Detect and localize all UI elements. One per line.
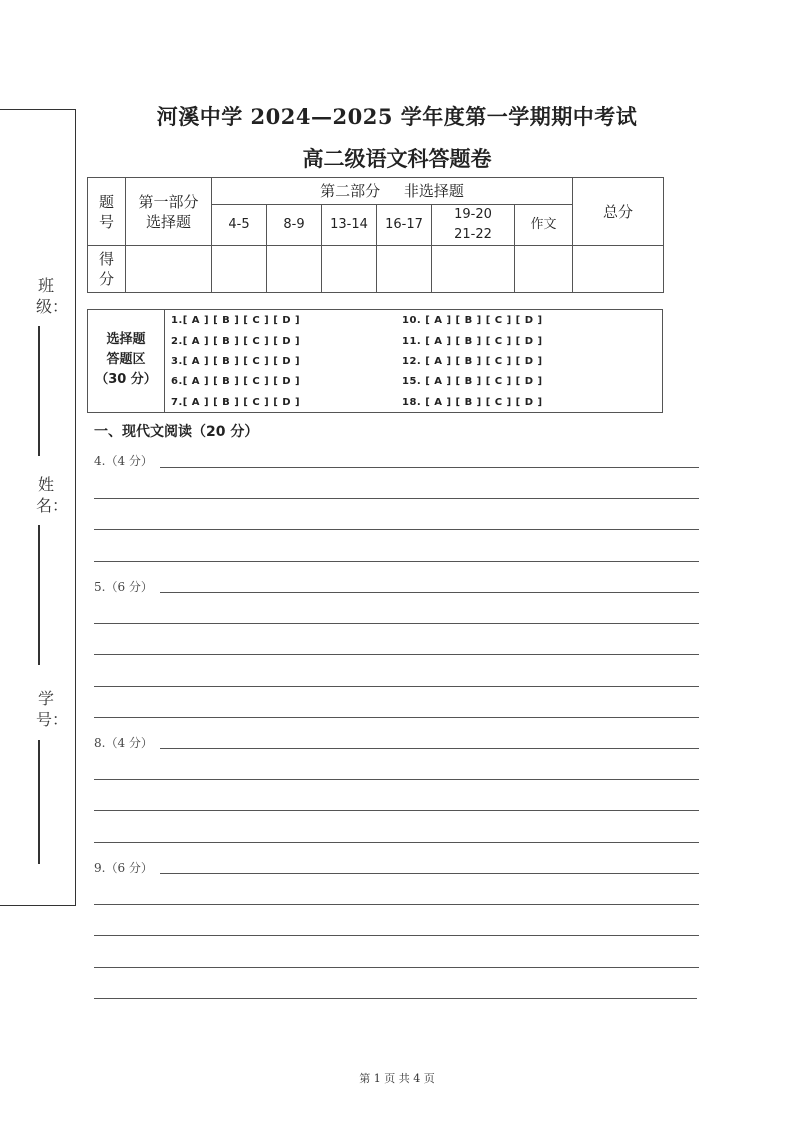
section-title: 一、现代文阅读（20 分） — [94, 424, 259, 440]
answer-line[interactable] — [94, 686, 699, 687]
score-cell-19-22[interactable] — [432, 246, 515, 293]
choice-q12[interactable]: 12. [ A ] [ B ] [ C ] [ D ] — [402, 356, 543, 367]
question-8-label: 8.（4 分） — [94, 736, 153, 750]
score-cell-13-14[interactable] — [322, 246, 377, 293]
subcol-13-14: 13-14 — [322, 205, 377, 246]
choice-title-line3: （30 分） — [95, 372, 157, 387]
score-cell-total[interactable] — [573, 246, 664, 293]
question-4-label: 4.（4 分） — [94, 454, 153, 468]
choice-divider — [164, 310, 165, 412]
student-id-label: 学号： — [36, 689, 69, 729]
name-field-line[interactable] — [38, 525, 40, 665]
choice-q15[interactable]: 15. [ A ] [ B ] [ C ] [ D ] — [402, 376, 543, 387]
class-label: 班级： — [36, 276, 69, 316]
choice-area-title — [88, 330, 164, 390]
score-cell-part1[interactable] — [126, 246, 212, 293]
answer-sheet-title: 高二级语文科答题卷 — [302, 146, 492, 171]
choice-q10[interactable]: 10. [ A ] [ B ] [ C ] [ D ] — [402, 315, 543, 326]
subcol-8-9: 8-9 — [267, 205, 322, 246]
page-footer: 第 1 页 共 4 页 — [359, 1072, 435, 1085]
choice-q7[interactable]: 7.[ A ] [ B ] [ C ] [ D ] — [171, 397, 301, 408]
answer-line[interactable] — [160, 873, 699, 874]
answer-line[interactable] — [94, 498, 699, 499]
answer-line[interactable] — [94, 561, 699, 562]
choice-q1[interactable]: 1.[ A ] [ B ] [ C ] [ D ] — [171, 315, 301, 326]
choice-title-line2: 答题区 — [106, 352, 146, 367]
answer-line[interactable] — [94, 779, 699, 780]
exam-title: 河溪中学 2024—2025 学年度第一学期期中考试 — [156, 104, 638, 129]
score-cell-8-9[interactable] — [267, 246, 322, 293]
subcol-19-22 — [432, 205, 515, 246]
question-9-label: 9.（6 分） — [94, 861, 153, 875]
answer-line[interactable] — [94, 842, 699, 843]
subcol-4-5: 4-5 — [212, 205, 267, 246]
part1-header-label: 第一部分 选择题 — [138, 192, 199, 231]
subcol-essay: 作文 — [515, 205, 573, 246]
answer-line[interactable] — [160, 592, 699, 593]
answer-line[interactable] — [94, 810, 699, 811]
answer-line[interactable] — [94, 904, 699, 905]
subcol-16-17: 16-17 — [377, 205, 432, 246]
name-label: 姓名： — [36, 475, 69, 515]
choice-title-line1: 选择题 — [106, 332, 146, 347]
choice-q18[interactable]: 18. [ A ] [ B ] [ C ] [ D ] — [402, 397, 543, 408]
answer-line[interactable] — [94, 654, 699, 655]
answer-line[interactable] — [94, 998, 697, 999]
part2-header: 第二部分 非选择题 — [212, 178, 573, 205]
answer-line[interactable] — [94, 717, 699, 718]
class-field-line[interactable] — [38, 326, 40, 456]
choice-q6[interactable]: 6.[ A ] [ B ] [ C ] [ D ] — [171, 376, 301, 387]
col-header-label: 题号 — [98, 192, 114, 231]
row-header-cell — [88, 246, 126, 293]
score-cell-16-17[interactable] — [377, 246, 432, 293]
subcol-19-20: 19-20 — [454, 207, 492, 222]
score-table — [87, 177, 664, 293]
col-header-cell — [88, 178, 126, 246]
answer-line[interactable] — [160, 748, 699, 749]
answer-line[interactable] — [94, 935, 699, 936]
answer-line[interactable] — [94, 967, 699, 968]
student-id-field-line[interactable] — [38, 740, 40, 864]
choice-q2[interactable]: 2.[ A ] [ B ] [ C ] [ D ] — [171, 336, 301, 347]
choice-answer-area — [87, 309, 663, 413]
question-5-label: 5.（6 分） — [94, 580, 153, 594]
score-cell-4-5[interactable] — [212, 246, 267, 293]
choice-q11[interactable]: 11. [ A ] [ B ] [ C ] [ D ] — [402, 336, 543, 347]
answer-line[interactable] — [94, 623, 699, 624]
score-cell-essay[interactable] — [515, 246, 573, 293]
subcol-21-22: 21-22 — [454, 227, 492, 242]
row-header-label: 得分 — [98, 250, 114, 288]
answer-line[interactable] — [94, 529, 699, 530]
total-header: 总分 — [573, 178, 664, 246]
part1-header-cell — [126, 178, 212, 246]
choice-q3[interactable]: 3.[ A ] [ B ] [ C ] [ D ] — [171, 356, 301, 367]
answer-line[interactable] — [160, 467, 699, 468]
